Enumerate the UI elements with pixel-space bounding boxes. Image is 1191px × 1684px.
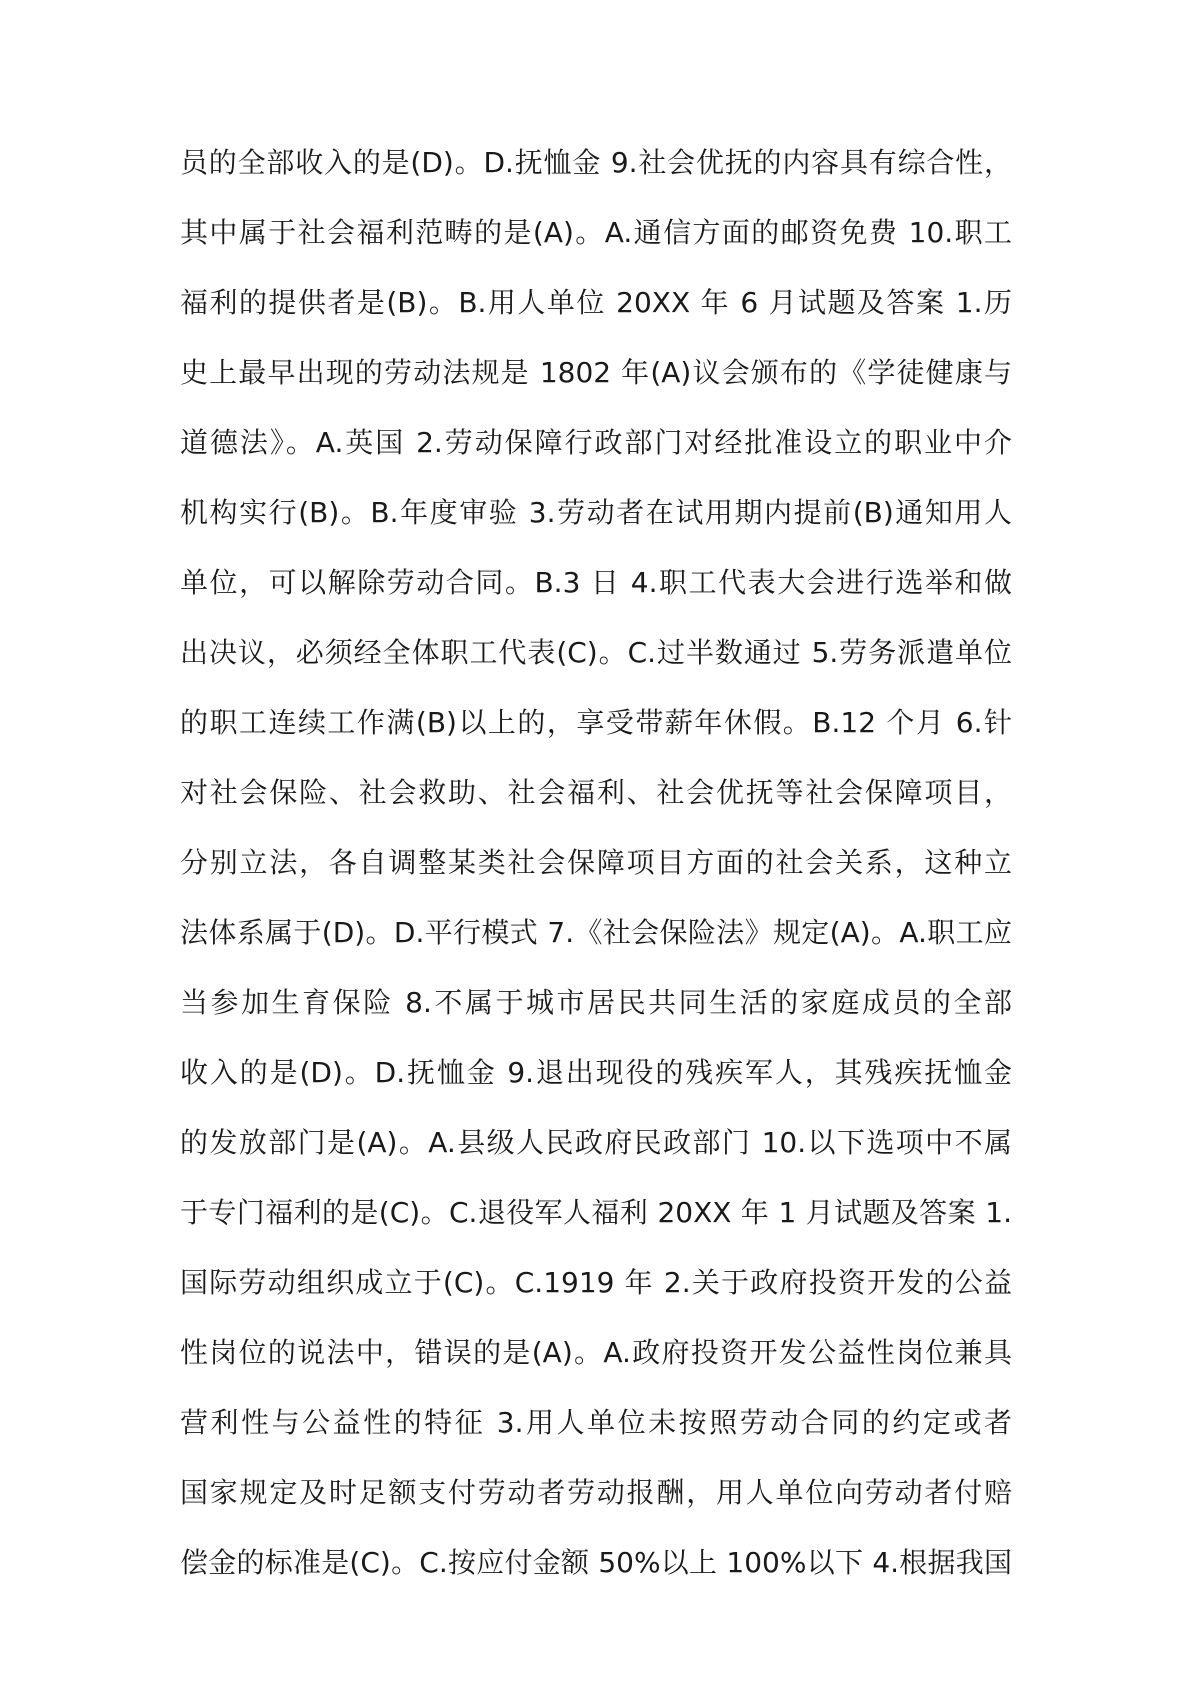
- text-line-21: 偿金的标准是(C)。C.按应付金额 50%以上 100%以下 4.根据我国: [180, 1546, 1012, 1579]
- text-line-10: 对社会保险、社会救助、社会福利、社会优抚等社会保障项目，: [180, 776, 1012, 809]
- text-line-4: 史上最早出现的劳动法规是 1802 年(A)议会颁布的《学徒健康与: [180, 356, 1012, 389]
- text-line-16: 于专门福利的是(C)。C.退役军人福利 20XX 年 1 月试题及答案 1.: [180, 1196, 1012, 1229]
- text-line-20: 国家规定及时足额支付劳动者劳动报酬，用人单位向劳动者付赔: [180, 1476, 1012, 1509]
- text-line-17: 国际劳动组织成立于(C)。C.1919 年 2.关于政府投资开发的公益: [180, 1266, 1012, 1299]
- text-line-15: 的发放部门是(A)。A.县级人民政府民政部门 10.以下选项中不属: [180, 1126, 1012, 1159]
- text-line-11: 分别立法，各自调整某类社会保障项目方面的社会关系，这种立: [180, 846, 1012, 879]
- body-text: [180, 128, 1012, 1598]
- text-line-3: 福利的提供者是(B)。B.用人单位 20XX 年 6 月试题及答案 1.历: [180, 286, 1012, 319]
- text-line-12: 法体系属于(D)。D.平行模式 7.《社会保险法》规定(A)。A.职工应: [180, 916, 1012, 949]
- text-line-18: 性岗位的说法中，错误的是(A)。A.政府投资开发公益性岗位兼具: [180, 1336, 1012, 1369]
- text-line-1: 员的全部收入的是(D)。D.抚恤金 9.社会优抚的内容具有综合性，: [180, 146, 1012, 179]
- text-line-8: 出决议，必须经全体职工代表(C)。C.过半数通过 5.劳务派遣单位: [180, 636, 1012, 669]
- text-line-14: 收入的是(D)。D.抚恤金 9.退出现役的残疾军人，其残疾抚恤金: [180, 1056, 1012, 1089]
- text-line-19: 营利性与公益性的特征 3.用人单位未按照劳动合同的约定或者: [180, 1406, 1012, 1439]
- text-line-13: 当参加生育保险 8.不属于城市居民共同生活的家庭成员的全部: [180, 986, 1012, 1019]
- text-line-9: 的职工连续工作满(B)以上的，享受带薪年休假。B.12 个月 6.针: [180, 706, 1012, 739]
- text-line-2: 其中属于社会福利范畴的是(A)。A.通信方面的邮资免费 10.职工: [180, 216, 1012, 249]
- text-line-7: 单位，可以解除劳动合同。B.3 日 4.职工代表大会进行选举和做: [180, 566, 1012, 599]
- text-line-6: 机构实行(B)。B.年度审验 3.劳动者在试用期内提前(B)通知用人: [180, 496, 1012, 529]
- text-line-5: 道德法》。A.英国 2.劳动保障行政部门对经批准设立的职业中介: [180, 426, 1012, 459]
